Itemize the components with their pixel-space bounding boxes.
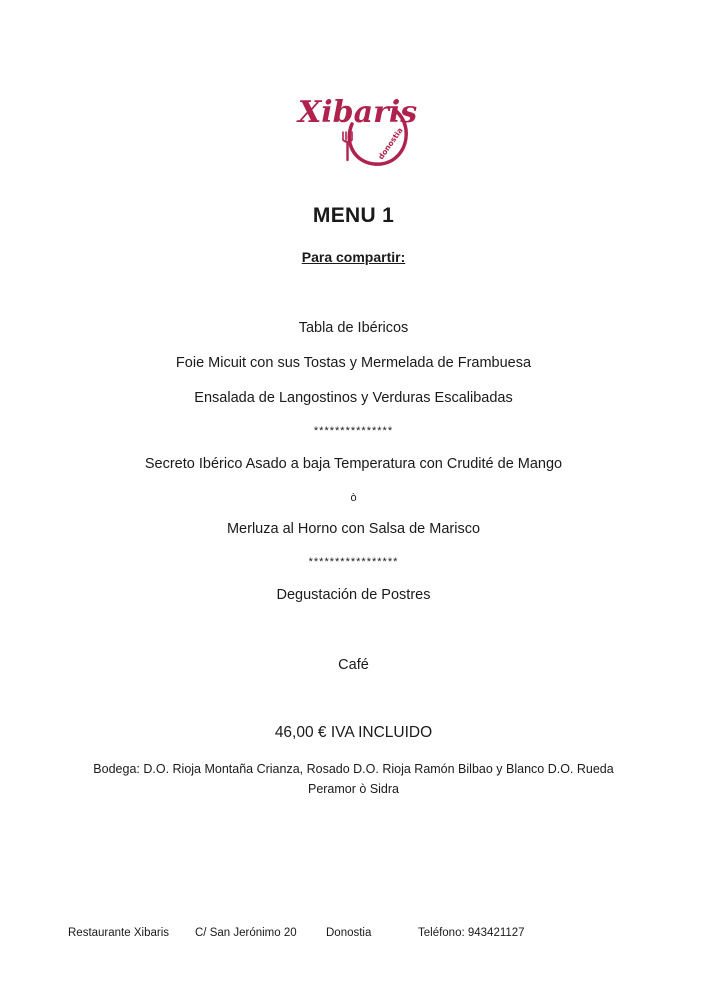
logo-brand: Xibaris — [298, 95, 418, 130]
menu-price: 46,00 € IVA INCLUIDO — [274, 724, 433, 741]
menu-item-coffee: Café — [338, 657, 369, 673]
menu-item-dessert: Degustación de Postres — [276, 587, 431, 603]
footer-address: C/ San Jerónimo 20 — [195, 927, 297, 939]
logo-tagline: donostia — [376, 125, 405, 162]
separator-1: *************** — [313, 425, 394, 437]
footer-city: Donostia — [326, 927, 372, 939]
menu-item-starter-3: Ensalada de Langostinos y Verduras Escalibadas — [194, 390, 513, 406]
wine-list-line-2: Peramor ò Sidra — [307, 782, 399, 796]
separator-2: ***************** — [308, 556, 399, 568]
fork-plate-icon — [294, 84, 418, 170]
menu-item-starter-2: Foie Micuit con sus Tostas y Mermelada de Frambuesa — [175, 355, 532, 371]
menu-item-starter-1: Tabla de Ibéricos — [298, 320, 409, 336]
footer-restaurant-name: Restaurante Xibaris — [68, 927, 169, 939]
restaurant-logo — [294, 84, 418, 170]
menu-item-main-1: Secreto Ibérico Asado a baja Temperatura con Crudité de Mango — [144, 456, 563, 472]
menu-subtitle: Para compartir: — [301, 249, 406, 265]
menu-item-main-2: Merluza al Horno con Salsa de Marisco — [226, 521, 481, 537]
wine-list-line-1: Bodega: D.O. Rioja Montaña Crianza, Rosado D.O. Rioja Ramón Bilbao y Blanco D.O. Rueda — [93, 762, 614, 776]
or-label: ò — [350, 492, 357, 504]
menu-title: MENU 1 — [312, 204, 395, 227]
footer-phone: Teléfono: 943421127 — [418, 927, 525, 939]
